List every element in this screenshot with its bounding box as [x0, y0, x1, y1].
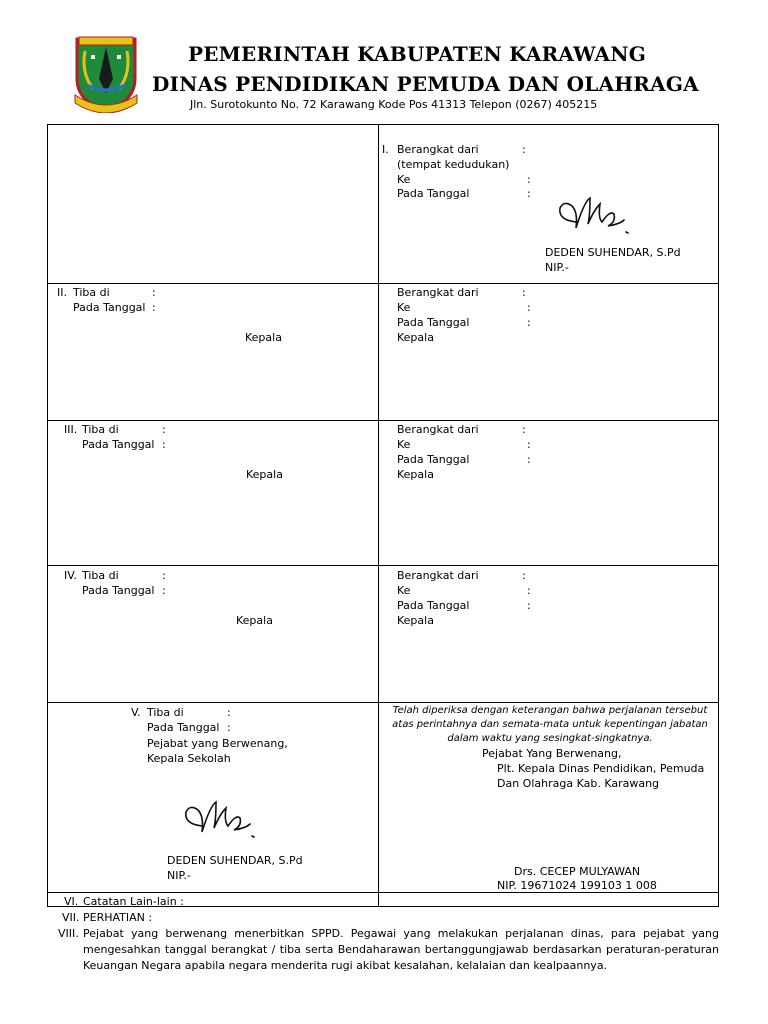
section-5-signer-nip: NIP.-	[167, 869, 191, 882]
colon: :	[527, 599, 531, 612]
signature-image	[554, 192, 634, 236]
section-5-pejabat-label: Pejabat yang Berwenang,	[147, 737, 288, 750]
section-5-right-title-1: Plt. Kepala Dinas Pendidikan, Pemuda	[497, 762, 705, 775]
colon: :	[527, 301, 531, 314]
section-4-kepala-r-label: Kepala	[397, 614, 434, 627]
header-address: Jln. Surotokunto No. 72 Karawang Kode Pos 41313 Telepon (0267) 405215	[190, 98, 598, 111]
colon: :	[152, 301, 156, 314]
colon: :	[527, 438, 531, 451]
section-6-roman: VI.	[64, 895, 79, 908]
section-7-roman: VII.	[62, 911, 80, 924]
center-divider	[378, 124, 379, 907]
section-5-kepala-sekolah-label: Kepala Sekolah	[147, 752, 231, 765]
section-3-tanggal-r-label: Pada Tanggal	[397, 453, 470, 466]
section-2-tanggal-label: Pada Tanggal	[73, 301, 146, 314]
colon: :	[522, 286, 526, 299]
colon: :	[162, 438, 166, 451]
section-2-berangkat-label: Berangkat dari	[397, 286, 479, 299]
colon: :	[162, 423, 166, 436]
section-5-right-pejabat: Pejabat Yang Berwenang,	[482, 747, 622, 760]
colon: :	[527, 316, 531, 329]
section-4-berangkat-label: Berangkat dari	[397, 569, 479, 582]
colon: :	[522, 143, 526, 156]
section-1-tanggal-label: Pada Tanggal	[397, 187, 470, 200]
section-3-kepala-r-label: Kepala	[397, 468, 434, 481]
row-divider	[47, 702, 719, 703]
section-1-signer-name: DEDEN SUHENDAR, S.Pd	[545, 246, 681, 259]
section-4-tiba-label: Tiba di	[82, 569, 119, 582]
section-1-signer-nip: NIP.-	[545, 261, 569, 274]
row-divider	[47, 565, 719, 566]
section-5-signer-name: DEDEN SUHENDAR, S.Pd	[167, 854, 303, 867]
section-8-roman: VIII.	[58, 927, 79, 940]
section-2-kepala-label: Kepala	[245, 331, 282, 344]
section-2-ke-label: Ke	[397, 301, 411, 314]
section-5-right-name: Drs. CECEP MULYAWAN	[514, 865, 641, 878]
header-line-1: PEMERINTAH KABUPATEN KARAWANG	[188, 42, 646, 66]
section-2-tiba-label: Tiba di	[73, 286, 110, 299]
colon: :	[527, 187, 531, 200]
section-4-tanggal-r-label: Pada Tanggal	[397, 599, 470, 612]
colon: :	[527, 173, 531, 186]
section-5-right-nip: NIP. 19671024 199103 1 008	[497, 879, 657, 892]
colon: :	[162, 584, 166, 597]
section-2-tanggal-r-label: Pada Tanggal	[397, 316, 470, 329]
row-divider	[47, 283, 719, 284]
section-3-ke-label: Ke	[397, 438, 411, 451]
colon: :	[162, 569, 166, 582]
section-6-label: Catatan Lain-lain :	[83, 895, 184, 908]
section-4-kepala-label: Kepala	[236, 614, 273, 627]
section-2-roman: II.	[57, 286, 67, 299]
colon: :	[227, 721, 231, 734]
row-divider	[47, 420, 719, 421]
section-3-berangkat-label: Berangkat dari	[397, 423, 479, 436]
section-5-right-title-2: Dan Olahraga Kab. Karawang	[497, 777, 660, 790]
regency-logo	[71, 33, 141, 113]
section-4-roman: IV.	[64, 569, 77, 582]
section-1-tempat-label: (tempat kedudukan)	[397, 158, 510, 171]
section-3-kepala-label: Kepala	[246, 468, 283, 481]
section-4-ke-label: Ke	[397, 584, 411, 597]
section-2-kepala-r-label: Kepala	[397, 331, 434, 344]
section-1-ke-label: Ke	[397, 173, 411, 186]
section-1-berangkat-label: Berangkat dari	[397, 143, 479, 156]
section-5-tanggal-label: Pada Tanggal	[147, 721, 220, 734]
colon: :	[152, 286, 156, 299]
section-7-label: PERHATIAN :	[83, 911, 153, 924]
section-1-roman: I.	[382, 143, 389, 156]
colon: :	[522, 423, 526, 436]
section-4-tanggal-label: Pada Tanggal	[82, 584, 155, 597]
section-3-tiba-label: Tiba di	[82, 423, 119, 436]
section-5-verification-note: Telah diperiksa dengan keterangan bahwa perjalanan tersebut atas perintahnya dan semata-mata untuk kepentingan jabatan dalam waktu yang sesingkat-singkatnya.	[392, 705, 708, 744]
section-5-roman: V.	[131, 706, 141, 719]
section-8-paragraph: Pejabat yang berwenang menerbitkan SPPD. Pegawai yang melakukan perjalanan dinas, para pejabat yang mengesahkan tanggal berangkat / tiba serta Bendaharawan bertanggungjawab berdasarkan peraturan-peraturan Keuangan Negara apabila negara menderita rugi akibat kesalahan, kelalaian dan kealpaannya.	[83, 927, 719, 972]
colon: :	[227, 706, 231, 719]
colon: :	[527, 453, 531, 466]
section-3-roman: III.	[64, 423, 78, 436]
header-line-2: DINAS PENDIDIKAN PEMUDA DAN OLAHRAGA	[152, 72, 699, 96]
colon: :	[522, 569, 526, 582]
section-5-tiba-label: Tiba di	[147, 706, 184, 719]
signature-image	[180, 796, 260, 840]
colon: :	[527, 584, 531, 597]
section-3-tanggal-label: Pada Tanggal	[82, 438, 155, 451]
